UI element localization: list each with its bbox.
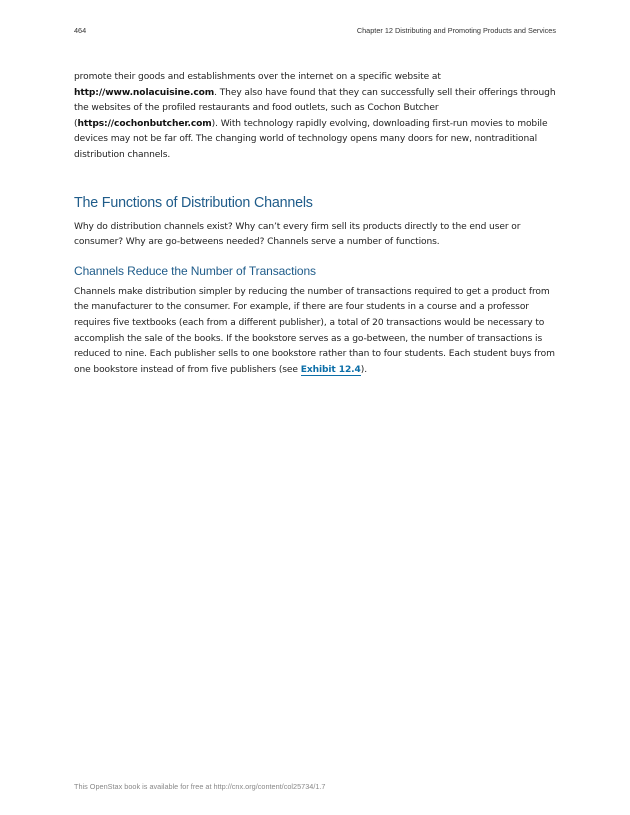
nolacuisine-url: http://www.nolacuisine.com <box>74 87 215 98</box>
cochonbutcher-url: https://cochonbutcher.com <box>77 118 212 129</box>
subsection-heading: Channels Reduce the Number of Transactions <box>74 263 316 278</box>
subsection-paragraph <box>74 285 558 379</box>
intro-paragraph <box>74 70 558 164</box>
intro-text-2: . They also have found that they can successfully sell their offerings through the websites of the profiled restaurants and food outlets, such as Cochon Butcher ( <box>74 87 556 129</box>
subsection-text-1: Channels make distribution simpler by reducing the number of transactions required to get a product from the manufacturer to the consumer. For example, if there are four students in a course and a professor requires five textbooks (each from a different publisher), a total of 20 transactions would be necessary to accomplish the sale of the books. If the bookstore serves as a go-between, the number of transactions is reduced to nine. Each publisher sells to one bookstore rather than to four students. Each student buys from one bookstore instead of from five publishers (see <box>74 286 555 375</box>
page-content <box>74 70 558 378</box>
exhibit-link[interactable]: Exhibit 12.4 <box>300 364 361 375</box>
chapter-title: Chapter 12 Distributing and Promoting Products and Services <box>356 26 556 35</box>
intro-text-3: ). With technology rapidly evolving, downloading first-run movies to mobile devices may not be far off. The changing world of technology opens many doors for new, nontraditional distribution channels. <box>74 118 548 160</box>
subsection-text-2: ). <box>360 364 367 375</box>
section-paragraph: Why do distribution channels exist? Why can’t every firm sell its products directly to the end user or consumer? Why are go-betweens needed? Channels serve a number of functions. <box>74 221 521 248</box>
intro-text-1: promote their goods and establishments over the internet on a specific website at <box>74 72 441 82</box>
section-heading: The Functions of Distribution Channels <box>74 194 313 211</box>
page-number: 464 <box>74 26 87 35</box>
running-header <box>74 26 556 38</box>
footer-text: This OpenStax book is available for free at http://cnx.org/content/col25734/1.7 <box>74 782 326 791</box>
